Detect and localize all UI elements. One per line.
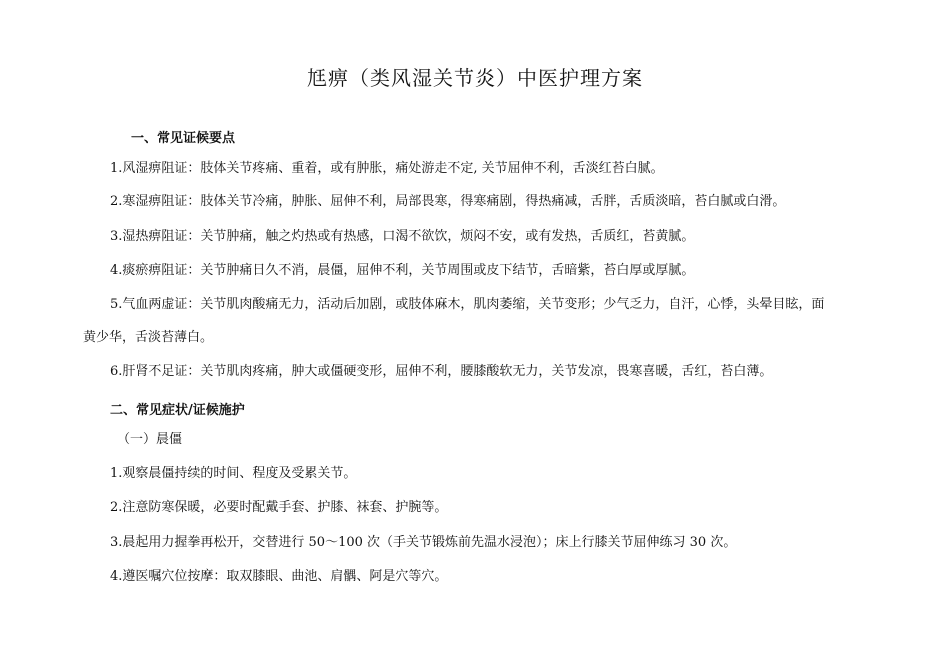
syndrome-item-6: 6.肝肾不足证：关节肌肉疼痛，肿大或僵硬变形，屈伸不利，腰膝酸软无力，关节发凉，畏寒喜暖，舌红，苔白薄。 bbox=[110, 364, 773, 379]
syndrome-item-2: 2.寒湿痹阻证：肢体关节冷痛，肿胀、屈伸不利，局部畏寒，得寒痛剧，得热痛减，舌胖，舌质淡暗，苔白腻或白滑。 bbox=[110, 194, 786, 209]
document-title: 尪痹（类风湿关节炎）中医护理方案 bbox=[307, 66, 643, 90]
syndrome-item-3: 3.湿热痹阻证：关节肿痛，触之灼热或有热感，口渴不欲饮，烦闷不安，或有发热，舌质红，苔黄腻。 bbox=[110, 229, 695, 244]
care-item-3: 3.晨起用力握拳再松开，交替进行 50～100 次（手关节锻炼前先温水浸泡）；床上行膝关节屈伸练习 30 次。 bbox=[110, 535, 737, 550]
syndrome-item-5: 5.气血两虚证：关节肌肉酸痛无力，活动后加剧，或肢体麻木，肌肉萎缩，关节变形；少气乏力，自汗，心悸，头晕目眩，面 bbox=[110, 297, 825, 312]
section-heading-symptom-care: 二、常见症状/证候施护 bbox=[110, 403, 245, 418]
syndrome-item-4: 4.痰瘀痹阻证：关节肿痛日久不消，晨僵，屈伸不利，关节周围或皮下结节，舌暗紫，苔白厚或厚腻。 bbox=[110, 263, 695, 278]
care-item-4: 4.遵医嘱穴位按摩：取双膝眼、曲池、肩髃、阿是穴等穴。 bbox=[110, 569, 448, 584]
subsection-heading-morning-stiffness: （一）晨僵 bbox=[117, 432, 183, 447]
syndrome-item-5-continued: 黄少华，舌淡苔薄白。 bbox=[83, 330, 214, 345]
care-item-2: 2.注意防寒保暖，必要时配戴手套、护膝、袜套、护腕等。 bbox=[110, 500, 448, 515]
care-item-1: 1.观察晨僵持续的时间、程度及受累关节。 bbox=[110, 466, 357, 481]
syndrome-item-1: 1.风湿痹阻证：肢体关节疼痛、重着，或有肿胀，痛处游走不定, 关节屈伸不利，舌淡红苔白腻。 bbox=[110, 161, 664, 176]
section-heading-common-syndromes: 一、常见证候要点 bbox=[131, 131, 236, 146]
